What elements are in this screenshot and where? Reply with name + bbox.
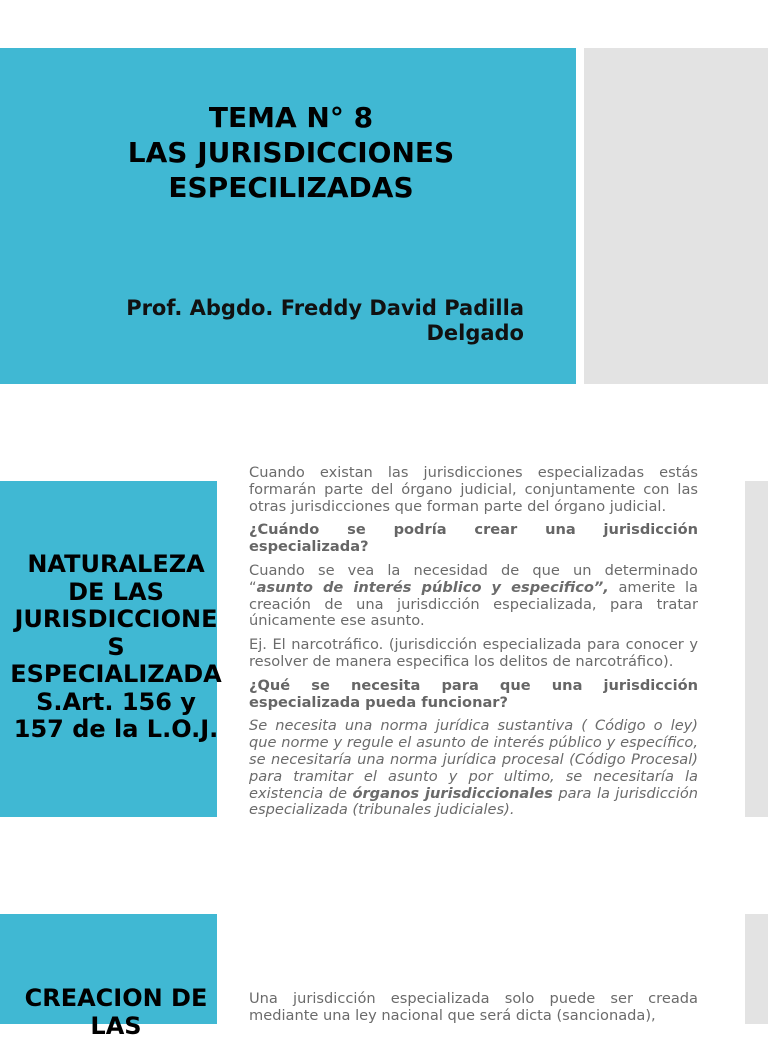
text-span: para la jurisdicción especializada (tribunales judiciales). bbox=[249, 784, 698, 819]
section-heading bbox=[0, 984, 232, 1040]
author-line: Delgado bbox=[426, 321, 524, 345]
text-span: amerite la creación de una jurisdicción especializada, para tratar únicamente ese asunto. bbox=[249, 578, 698, 630]
title-line: LAS JURISDICCIONES bbox=[127, 136, 455, 169]
heading-line: CREACION DE bbox=[24, 984, 208, 1012]
heading-line: LAS bbox=[90, 1012, 142, 1040]
heading-line: NATURALEZA bbox=[27, 550, 205, 578]
slide-content bbox=[249, 465, 698, 826]
question: ¿Cuándo se podría crear una jurisdicción especializada? bbox=[249, 521, 698, 556]
author-line: Prof. Abgdo. Freddy David Padilla bbox=[126, 296, 524, 320]
section-heading bbox=[0, 551, 232, 744]
paragraph: Ej. El narcotráfico. (jurisdicción especializada para conocer y resolver de manera especifica los delitos de narcotráfico). bbox=[249, 636, 698, 670]
heading-line: S.Art. 156 y bbox=[36, 687, 196, 716]
paragraph: Cuando existan las jurisdicciones especializadas estás formarán parte del órgano judicial, conjuntamente con las otras jurisdicciones que forman parte del órgano judicial. bbox=[249, 464, 698, 515]
text-span: Se necesita una norma jurídica sustantiva ( Código o ley) que norme y regule el asunto de interés público y específico, se necesitaría una norma jurídica procesal (Código Procesal) para tramitar el asunto y por ultimo, se necesitaría la existencia de bbox=[249, 717, 698, 802]
slide-side-strip bbox=[745, 481, 768, 817]
heading-line: JURISDICCIONE bbox=[14, 605, 218, 633]
emphasis: órganos jurisdiccionales bbox=[352, 784, 553, 802]
title-line: ESPECILIZADAS bbox=[168, 171, 414, 204]
heading-line: DE LAS bbox=[68, 577, 164, 606]
heading-line: ESPECIALIZADA bbox=[10, 660, 222, 688]
paragraph bbox=[249, 718, 698, 819]
author bbox=[44, 296, 524, 346]
text-span: Cuando se vea la necesidad de que un determinado “ bbox=[249, 561, 698, 596]
slide-title bbox=[0, 100, 582, 205]
paragraph: Una jurisdicción especializada solo puede ser creada mediante una ley nacional que será dicta (sancionada), bbox=[249, 990, 698, 1024]
paragraph bbox=[249, 563, 698, 630]
heading-line: 157 de la L.O.J. bbox=[13, 715, 219, 743]
title-slide-side-panel bbox=[584, 48, 768, 384]
slide-side-strip bbox=[745, 914, 768, 1024]
emphasis: asunto de interés público y especifico”, bbox=[256, 578, 609, 596]
question: ¿Qué se necesita para que una jurisdicción especializada pueda funcionar? bbox=[249, 676, 698, 711]
heading-line: S bbox=[107, 632, 125, 661]
title-line: TEMA N° 8 bbox=[208, 101, 374, 134]
